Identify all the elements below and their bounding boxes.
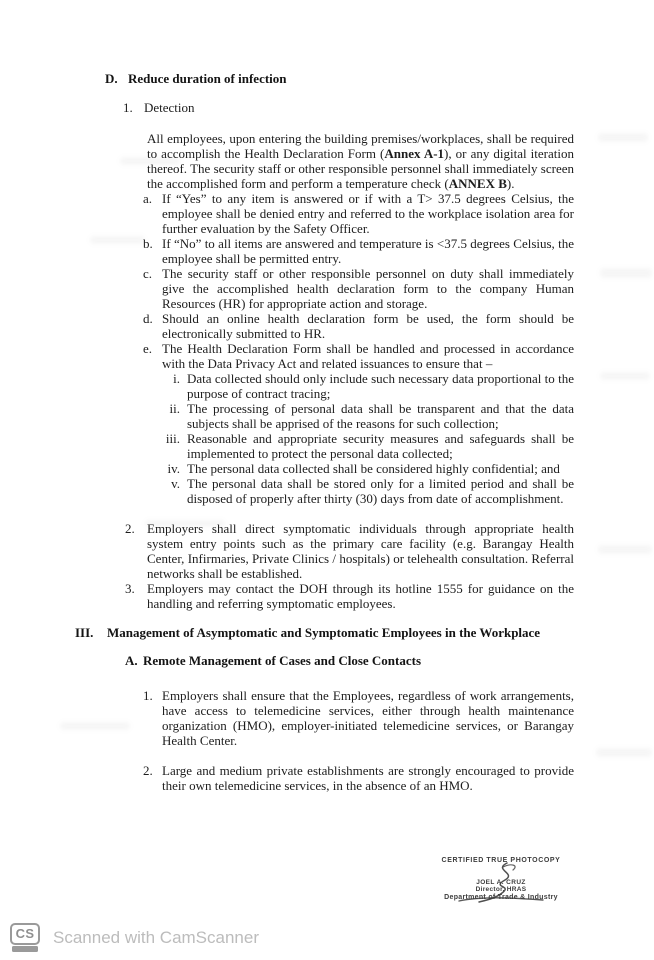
list-item-text: The processing of personal data shall be transparent and that the data subjects shall be apprised of the reasons for such collection;: [187, 401, 574, 431]
list-item-d: [143, 311, 574, 341]
list-item-text: The personal data collected shall be considered highly confidential; and: [187, 461, 560, 476]
list-marker: 1.: [143, 688, 153, 703]
stamp-organization: Department of Trade & Industry: [444, 893, 558, 901]
stamp-name: JOEL A. CRUZ: [476, 879, 526, 886]
intro-text: All employees, upon entering the building premises/workplaces, shall be required to accomplish the Health Declaration Form (: [147, 131, 574, 161]
list-item-ii: [160, 401, 574, 431]
camscanner-logo-text: CS: [10, 923, 40, 945]
list-marker: 3.: [125, 581, 135, 596]
list-item-text: If “Yes” to any item is answered or if with a T> 37.5 degrees Celsius, the employee shall be denied entry and referred to the workplace isolation area for further evaluation by the Safety Officer.: [162, 191, 574, 236]
annex-b-bold: ANNEX B: [448, 176, 507, 191]
list-marker: e.: [143, 341, 153, 356]
list-item-text: Reasonable and appropriate security measures and safeguards shall be implemented to protect the personal data collected;: [187, 431, 574, 461]
camscanner-logo-icon: [10, 923, 40, 952]
detection-intro-paragraph: [147, 131, 574, 191]
list-item-a2: [143, 763, 574, 793]
subsection-a-marker: A.: [125, 653, 138, 668]
annex-a1-bold: Annex A-1: [384, 146, 445, 161]
scan-artifact: [120, 157, 180, 165]
list-marker: c.: [143, 266, 153, 281]
section-iii-title: Management of Asymptomatic and Symptomatic Employees in the Workplace: [107, 625, 541, 640]
list-item-v: [160, 476, 574, 506]
certification-stamp: [415, 857, 587, 902]
intro-text: ), or any digital iteration thereof. The security staff or other responsible personnel shall immediately screen the accomplished form and perform a temperature check (: [147, 146, 575, 191]
list-item-3: [125, 581, 574, 611]
section-iii-marker: III.: [75, 625, 94, 640]
stamp-title: Director, HRAS: [475, 886, 527, 893]
list-marker: 2.: [125, 521, 135, 536]
list-item-b: [143, 236, 574, 266]
scan-artifact: [600, 372, 650, 380]
list-item-text: Employers may contact the DOH through its hotline 1555 for guidance on the handling and referring symptomatic employees.: [147, 581, 574, 611]
list-marker: i.: [173, 371, 180, 386]
list-item-text: Employers shall ensure that the Employees, regardless of work arrangements, have access to telemedicine services, either through health maintenance organization (HMO), employer-initiated telemedicine services, or Barangay Health Center.: [162, 688, 574, 748]
list-item-i: [160, 371, 574, 401]
list-item-text: If “No” to all items are answered and temperature is <37.5 degrees Celsius, the employee shall be permitted entry.: [162, 236, 574, 266]
section-iii-heading: [75, 625, 594, 640]
list-item-text: Employers shall direct symptomatic individuals through appropriate health system entry points such as the primary care facility (e.g. Barangay Health Center, Infirmaries, Private Clinics / hospitals) or telehealth consultation. Referral networks shall be established.: [147, 521, 574, 581]
camscanner-footer: [0, 914, 654, 960]
list-marker: ii.: [169, 401, 180, 416]
section-d-marker: D.: [105, 71, 118, 86]
list-item-text: Should an online health declaration form be used, the form should be electronically submitted to HR.: [162, 311, 574, 341]
list-marker: 2.: [143, 763, 153, 778]
list-marker: a.: [143, 191, 153, 206]
camscanner-logo-base: [12, 946, 38, 952]
camscanner-watermark-text: Scanned with CamScanner: [53, 927, 260, 947]
list-marker: iii.: [165, 431, 180, 446]
scan-artifact: [598, 545, 652, 554]
list-marker: 1.: [123, 100, 133, 115]
signature-icon: [453, 861, 549, 907]
list-item-iv: [160, 461, 574, 476]
list-item-iii: [160, 431, 574, 461]
list-item-a1: [143, 688, 574, 748]
list-item-text: Large and medium private establishments are strongly encouraged to provide their own telemedicine services, in the absence of an HMO.: [162, 763, 574, 793]
section-d-title: Reduce duration of infection: [128, 71, 287, 86]
section-d-heading: [105, 71, 574, 86]
list-marker: v.: [171, 476, 180, 491]
scan-artifact: [90, 236, 145, 244]
list-item-a: [143, 191, 574, 236]
intro-text: ).: [506, 176, 515, 191]
scan-artifact: [596, 748, 652, 757]
scan-artifact: [598, 133, 648, 142]
scan-artifact: [600, 268, 652, 278]
list-item-e: [143, 341, 574, 371]
subsection-a-heading: [125, 653, 594, 668]
scan-artifact: [60, 722, 130, 730]
list-marker: b.: [143, 236, 153, 251]
list-item-text: The security staff or other responsible personnel on duty shall immediately give the accomplished health declaration form to the company Human Resources (HR) for appropriate action and storage.: [162, 266, 574, 311]
stamp-header: CERTIFIED TRUE PHOTOCOPY: [441, 857, 561, 864]
list-item-text: The Health Declaration Form shall be handled and processed in accordance with the Data Privacy Act and related issuances to ensure that –: [162, 341, 574, 371]
list-marker: d.: [143, 311, 153, 326]
detection-title: Detection: [144, 100, 195, 115]
scan-artifact: [145, 520, 225, 527]
subsection-a-title: Remote Management of Cases and Close Contacts: [143, 653, 422, 668]
list-item-c: [143, 266, 574, 311]
list-marker: iv.: [167, 461, 180, 476]
detection-heading: [123, 100, 574, 115]
list-item-text: Data collected should only include such necessary data proportional to the purpose of contract tracing;: [187, 371, 574, 401]
list-item-text: The personal data shall be stored only for a limited period and shall be disposed of properly after thirty (30) days from date of accomplishment.: [187, 476, 574, 506]
list-item-2: [125, 521, 574, 581]
